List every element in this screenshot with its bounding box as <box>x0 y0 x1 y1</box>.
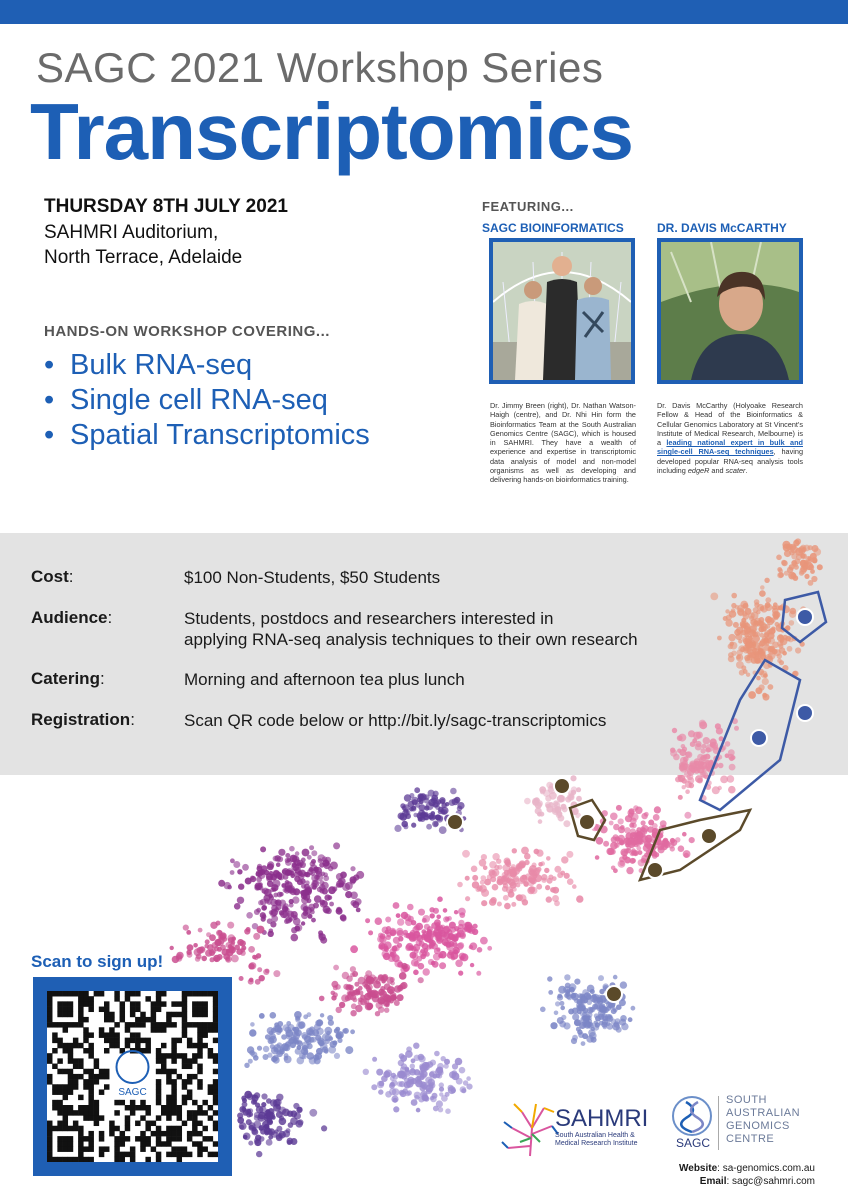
scatter-point <box>760 585 765 590</box>
scatter-point <box>762 678 769 685</box>
scatter-point <box>758 649 764 655</box>
scatter-point <box>782 560 788 566</box>
scatter-point <box>717 636 722 641</box>
scatter-point <box>728 634 735 641</box>
scatter-point <box>808 545 813 550</box>
website-contact[interactable]: Website: sa-genomics.com.au <box>679 1163 815 1174</box>
logo-divider <box>718 1096 719 1150</box>
scatter-point <box>695 743 702 750</box>
cluster-outline <box>700 660 800 810</box>
scatter-point <box>756 676 761 681</box>
scatter-point <box>700 748 705 753</box>
davis-mccarthy-caption: Dr. Davis McCarthy (Holyoake Research Fellow & Head of the Bioinformatics & Cellular Genomics Laboratory at St Vincent's Institute of Medical Research, Melbourne) is a leading national expert in bulk and single-cell RNA-seq techniques, having developed popular RNA-seq analysis tools including edgeR and scater. <box>657 401 803 476</box>
scatter-point <box>770 628 775 633</box>
scatter-point <box>681 744 686 749</box>
event-date: THURSDAY 8TH JULY 2021 <box>44 196 288 217</box>
scatter-point <box>725 741 731 747</box>
audience-label: Audience: <box>31 608 113 627</box>
scatter-point <box>678 734 686 742</box>
covering-heading: HANDS-ON WORKSHOP COVERING... <box>44 323 330 340</box>
venue-line-2: North Terrace, Adelaide <box>44 247 243 268</box>
scan-heading: Scan to sign up! <box>31 952 164 971</box>
scatter-point <box>689 761 697 769</box>
sagc-bioinformatics-title: SAGC BIOINFORMATICS <box>482 221 624 235</box>
scatter-point <box>761 626 767 632</box>
highlight-point <box>797 705 813 721</box>
scatter-point <box>752 621 759 628</box>
scatter-point <box>789 620 795 626</box>
scatter-point <box>729 610 737 618</box>
highlight-point <box>751 730 767 746</box>
highlight-point <box>579 814 595 830</box>
scatter-point <box>808 580 814 586</box>
highlight-point <box>797 609 813 625</box>
catering-value: Morning and afternoon tea plus lunch <box>184 670 465 689</box>
scatter-point <box>807 556 811 560</box>
scatter-point <box>772 649 778 655</box>
scatter-point <box>705 744 713 752</box>
topic-item: • Spatial Transcriptomics <box>44 419 370 451</box>
scatter-point <box>736 661 744 669</box>
sahmri-subtitle: South Australian Health & Medical Research Institute <box>555 1132 638 1147</box>
scatter-point <box>670 750 677 757</box>
scatter-point <box>704 754 710 760</box>
scatter-point <box>748 691 756 699</box>
scatter-point <box>744 626 751 633</box>
scatter-point <box>776 555 782 561</box>
scatter-point <box>782 651 787 656</box>
scatter-point <box>696 732 703 739</box>
caption-highlight: leading national expert in bulk and single-cell RNA-seq techniques <box>657 438 803 457</box>
qr-center-logo <box>117 1051 149 1083</box>
scatter-point <box>802 564 808 570</box>
scatter-point <box>734 726 739 731</box>
scatter-point <box>703 737 710 744</box>
scatter-point <box>731 593 737 599</box>
scatter-point <box>768 684 774 690</box>
scatter-point <box>772 611 779 618</box>
scatter-point <box>729 764 736 771</box>
scatter-point <box>728 656 735 663</box>
scatter-point <box>731 603 736 608</box>
qr-code-frame <box>33 977 232 1176</box>
topic-item: • Bulk RNA-seq <box>44 349 253 381</box>
team-caption: Dr. Jimmy Breen (right), Dr. Nathan Watson-Haigh (centre), and Dr. Nhi Hin form the Bioinformatics Team at the South Australian Genomics Centre (SAGC), which is housed in SAHMRI. They have a wealth of experience and expertise in transcriptomic data analysis of model and non-model organisms as well as developing and delivering hands-on bioinformatics training. <box>490 401 636 485</box>
scatter-point <box>763 694 770 701</box>
scatter-point <box>745 608 752 615</box>
scatter-point <box>759 617 765 623</box>
scatter-point <box>738 639 742 643</box>
registration-value[interactable]: Scan QR code below or http://bit.ly/sagc-transcriptomics <box>184 711 607 730</box>
scatter-point <box>813 559 818 564</box>
scatter-point <box>716 727 723 734</box>
scatter-point <box>733 622 739 628</box>
scatter-point <box>810 569 815 574</box>
scatter-point <box>764 645 770 651</box>
scatter-point <box>804 574 809 579</box>
scatter-point <box>777 634 784 641</box>
scatter-point <box>795 647 801 653</box>
scatter-point <box>765 597 771 603</box>
sagc-full-name: SOUTH AUSTRALIAN GENOMICS CENTRE <box>726 1094 801 1145</box>
scatter-point <box>766 617 774 625</box>
scatter-point <box>752 635 760 643</box>
scatter-point <box>793 540 800 547</box>
scatter-point <box>755 687 762 694</box>
scatter-point <box>713 745 718 750</box>
scatter-point <box>734 629 741 636</box>
scatter-point <box>710 593 718 601</box>
scatter-point <box>760 633 765 638</box>
qr-code[interactable] <box>47 991 218 1162</box>
sahmri-logo-icon <box>500 1098 560 1158</box>
highlight-point <box>606 986 622 1002</box>
davis-mccarthy-title: DR. DAVIS McCARTHY <box>657 221 787 235</box>
cost-label: Cost: <box>31 567 74 586</box>
registration-label: Registration: <box>31 710 135 729</box>
scatter-point <box>777 658 782 663</box>
scatter-point <box>817 564 823 570</box>
scatter-point <box>777 654 782 659</box>
sahmri-name: SAHMRI <box>555 1105 649 1132</box>
featuring-heading: FEATURING... <box>482 199 574 214</box>
series-title: SAGC 2021 Workshop Series <box>36 44 604 91</box>
scatter-point <box>743 647 750 654</box>
scatter-point <box>759 590 766 597</box>
scatter-point <box>778 572 784 578</box>
topic-item: • Single cell RNA-seq <box>44 384 328 416</box>
scatter-point <box>699 721 707 729</box>
scatter-point <box>764 578 769 583</box>
highlight-point <box>701 828 717 844</box>
scatter-point <box>672 728 677 733</box>
scatter-point <box>739 670 745 676</box>
highlight-point <box>554 778 570 794</box>
scatter-point <box>787 646 793 652</box>
scatter-point <box>680 765 687 772</box>
scatter-point <box>796 554 802 560</box>
scatter-point <box>718 763 724 769</box>
qr-logo-text: SAGC <box>118 1087 147 1098</box>
venue-line-1: SAHMRI Auditorium, <box>44 222 219 243</box>
scatter-point <box>680 757 687 764</box>
audience-value: Students, postdocs and researchers interested in applying RNA-seq analysis techniques to their own research <box>184 609 638 649</box>
highlight-point <box>647 862 663 878</box>
scatter-point <box>746 673 750 677</box>
scatter-point <box>729 642 734 647</box>
page-title: Transcriptomics <box>30 87 634 176</box>
catering-label: Catering: <box>31 669 105 688</box>
scatter-point <box>772 605 777 610</box>
scatter-point <box>768 637 775 644</box>
sagc-logo-icon <box>670 1094 714 1138</box>
sagc-short-name: SAGC <box>676 1136 711 1150</box>
scatter-point <box>760 605 767 612</box>
scatter-point <box>789 611 796 618</box>
scatter-point <box>751 612 759 620</box>
scatter-point <box>782 541 790 549</box>
scatter-point <box>725 753 730 758</box>
scatter-point <box>788 572 796 580</box>
scatter-point <box>763 673 768 678</box>
scatter-point <box>764 637 769 642</box>
cost-value: $100 Non-Students, $50 Students <box>184 568 441 587</box>
scatter-point <box>747 655 753 661</box>
email-contact[interactable]: Email: sagc@sahmri.com <box>699 1176 815 1187</box>
highlight-point <box>447 814 463 830</box>
